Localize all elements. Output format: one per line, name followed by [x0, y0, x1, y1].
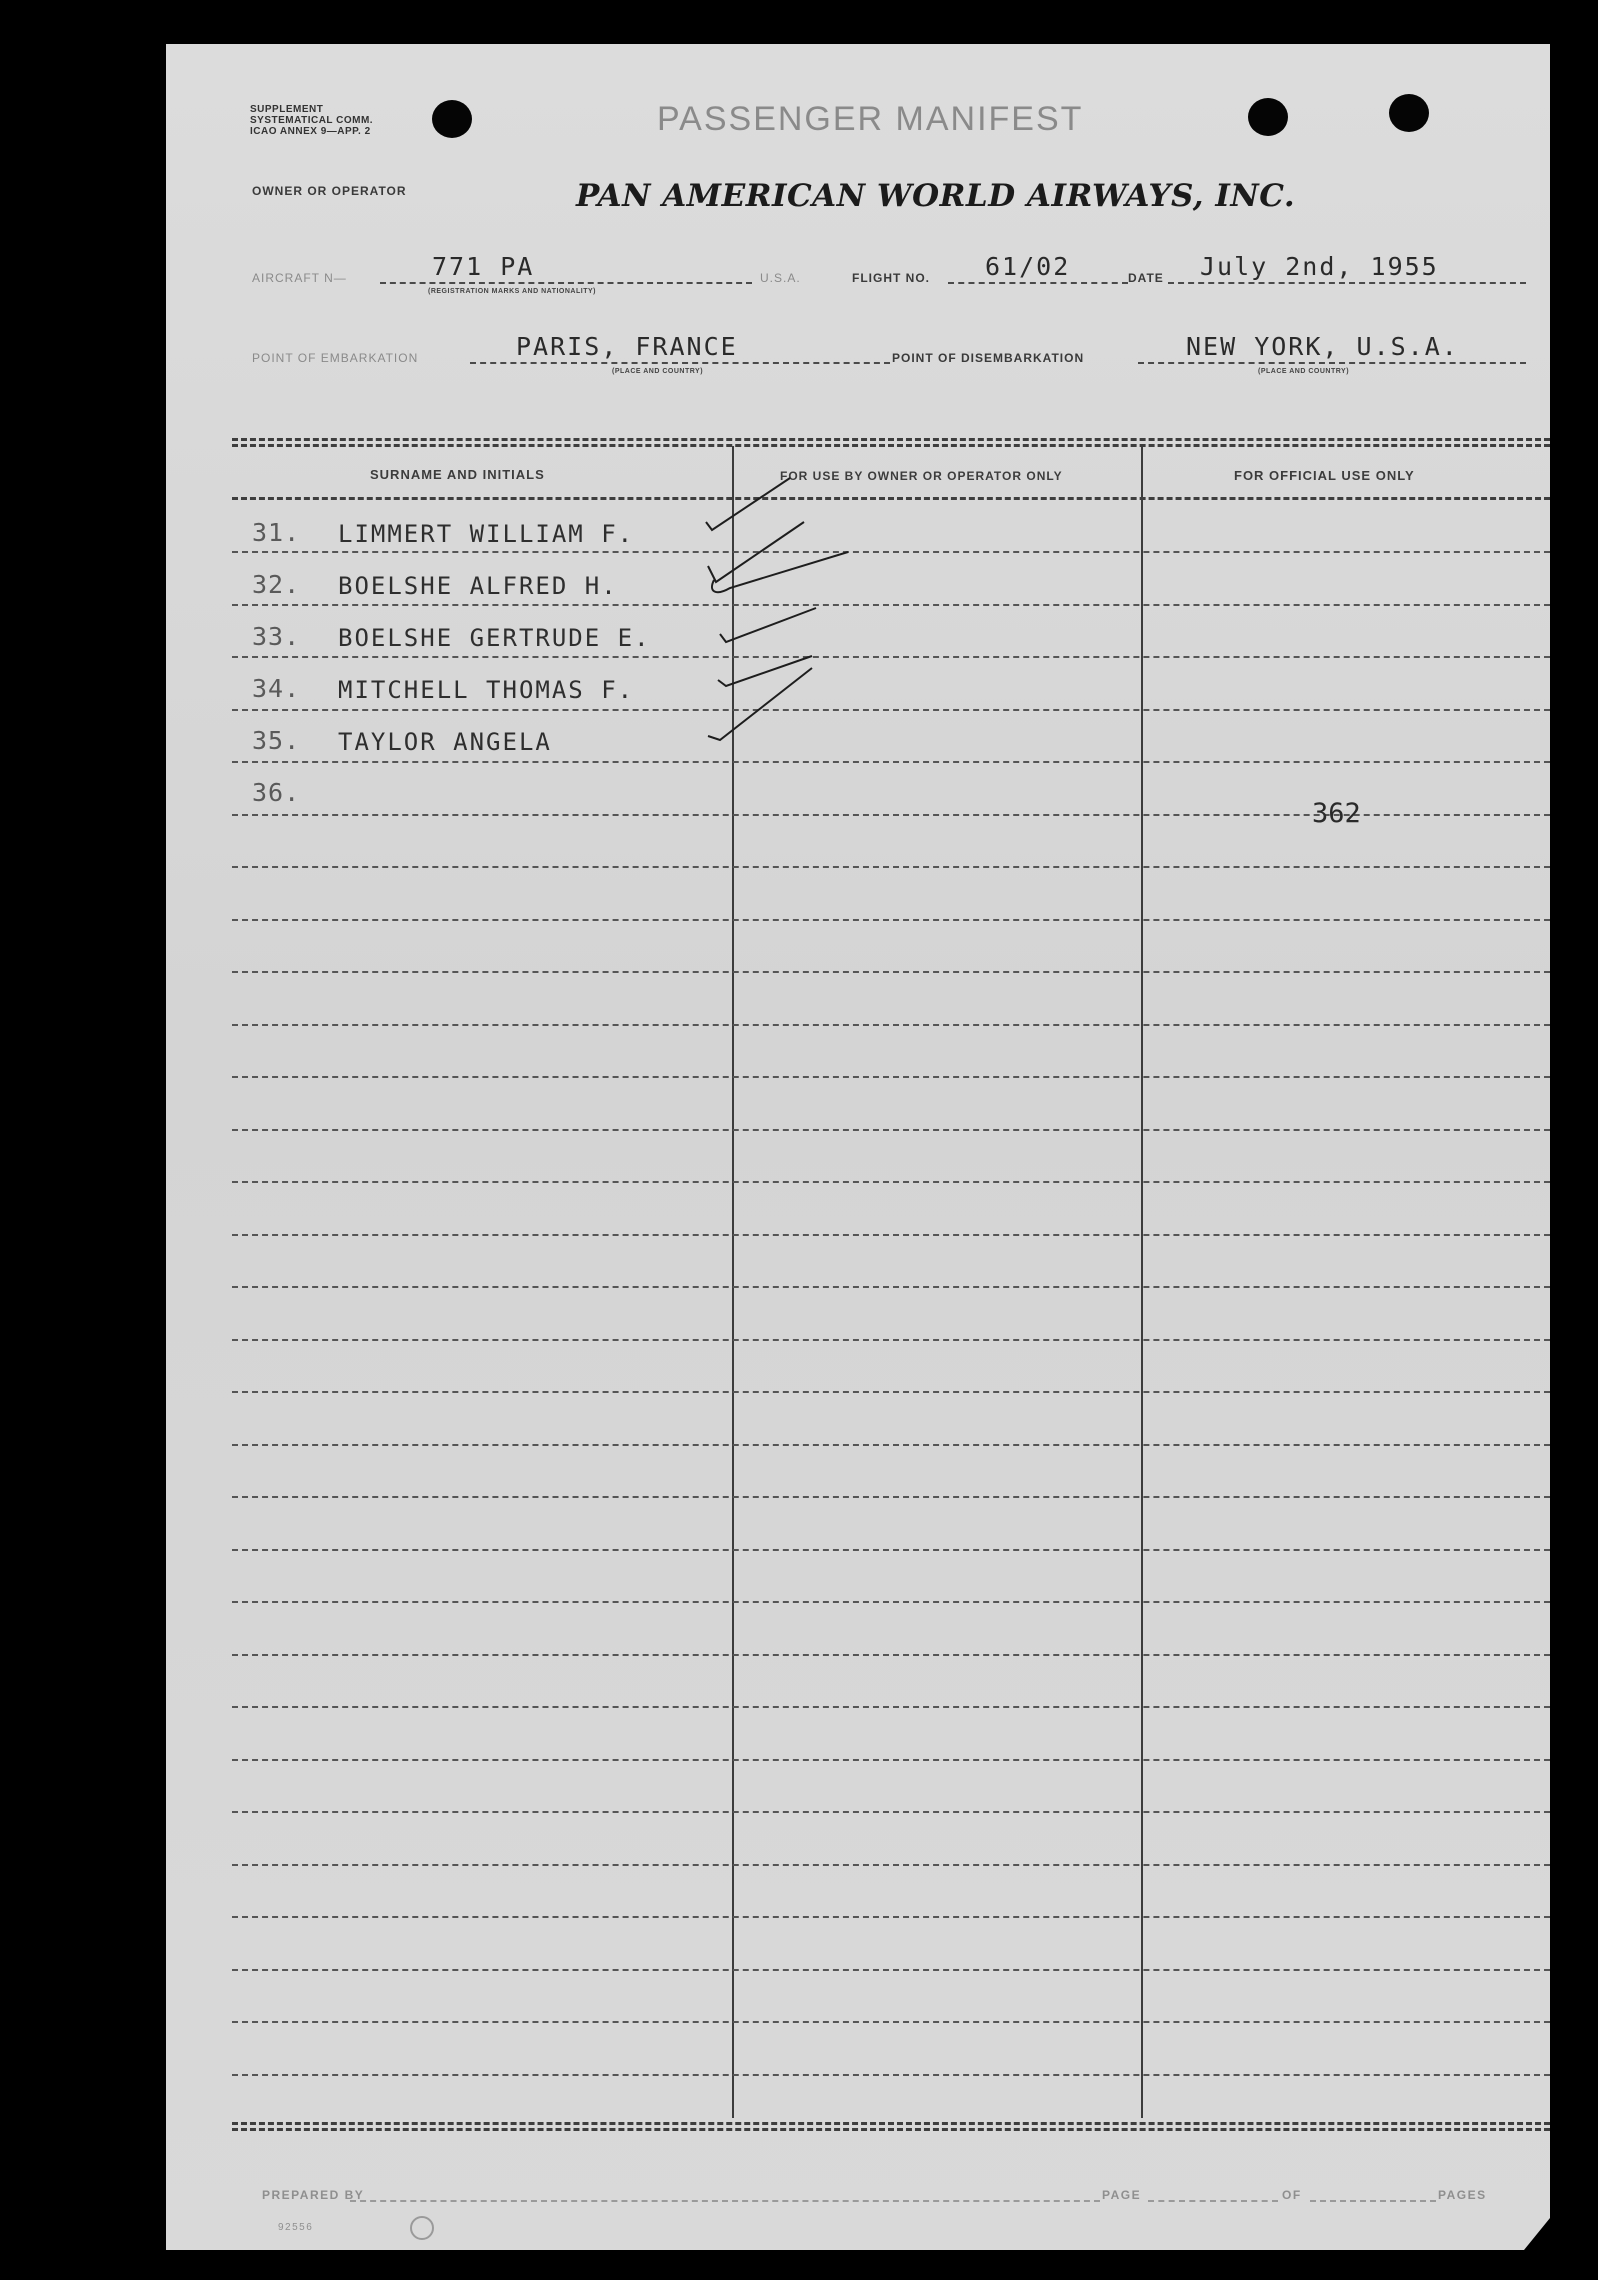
check-mark	[712, 552, 848, 592]
aircraft-caption: (REGISTRATION MARKS AND NATIONALITY)	[428, 288, 596, 295]
disembarkation-label: POINT OF DISEMBARKATION	[892, 351, 1085, 365]
page-label: PAGE	[1102, 2188, 1142, 2202]
table-bottom-rule-2	[232, 2128, 1550, 2131]
passenger-name: LIMMERT WILLIAM F.	[338, 520, 635, 548]
prepared-by-line	[350, 2200, 1100, 2202]
column-header-surname: SURNAME AND INITIALS	[370, 467, 545, 482]
form-code: SUPPLEMENT SYSTEMATICAL COMM. ICAO ANNEX 9—APP. 2	[250, 104, 374, 137]
flight-label: FLIGHT NO.	[852, 271, 930, 285]
check-mark	[708, 668, 812, 740]
embarkation-caption: (PLACE AND COUNTRY)	[612, 368, 704, 375]
row-number: 34.	[252, 674, 301, 703]
aircraft-value: 771 PA	[432, 252, 535, 281]
official-number: 362	[1312, 798, 1361, 829]
of-line	[1310, 2200, 1436, 2202]
row-number: 31.	[252, 518, 301, 547]
column-header-operator: FOR USE BY OWNER OR OPERATOR ONLY	[780, 469, 1063, 483]
date-value: July 2nd, 1955	[1200, 252, 1439, 281]
date-label: DATE	[1128, 271, 1164, 285]
check-mark	[708, 522, 804, 582]
embarkation-label: POINT OF EMBARKATION	[252, 351, 419, 365]
table-bottom-rule	[232, 2122, 1550, 2125]
check-mark	[720, 608, 816, 642]
operator-name: PAN AMERICAN WORLD AIRWAYS, INC.	[576, 178, 1296, 214]
row-number: 36.	[252, 778, 301, 807]
of-label: OF	[1282, 2188, 1302, 2202]
passenger-name: BOELSHE GERTRUDE E.	[338, 624, 651, 652]
usa-label: U.S.A.	[760, 271, 801, 285]
flight-value: 61/02	[985, 252, 1071, 281]
aircraft-label: AIRCRAFT N—	[252, 271, 347, 285]
passenger-name: BOELSHE ALFRED H.	[338, 572, 618, 600]
page-line	[1148, 2200, 1278, 2202]
passenger-name: TAYLOR ANGELA	[338, 728, 552, 756]
disembarkation-value: NEW YORK, U.S.A.	[1186, 332, 1459, 361]
owner-label: OWNER OR OPERATOR	[252, 184, 407, 198]
row-number: 33.	[252, 622, 301, 651]
column-header-official: FOR OFFICIAL USE ONLY	[1234, 468, 1415, 483]
page-title: PASSENGER MANIFEST	[657, 100, 1084, 138]
check-mark	[706, 478, 790, 530]
check-mark	[718, 656, 812, 686]
disembarkation-caption: (PLACE AND COUNTRY)	[1258, 368, 1350, 375]
row-number: 32.	[252, 570, 301, 599]
row-number: 35.	[252, 726, 301, 755]
folded-corner	[1524, 2218, 1550, 2250]
passenger-name: MITCHELL THOMAS F.	[338, 676, 635, 704]
embarkation-value: PARIS, FRANCE	[516, 332, 738, 361]
print-code: 92556	[278, 2222, 314, 2233]
pages-label: PAGES	[1438, 2188, 1487, 2202]
printer-seal-icon	[410, 2216, 434, 2240]
prepared-by-label: PREPARED BY	[262, 2188, 365, 2202]
